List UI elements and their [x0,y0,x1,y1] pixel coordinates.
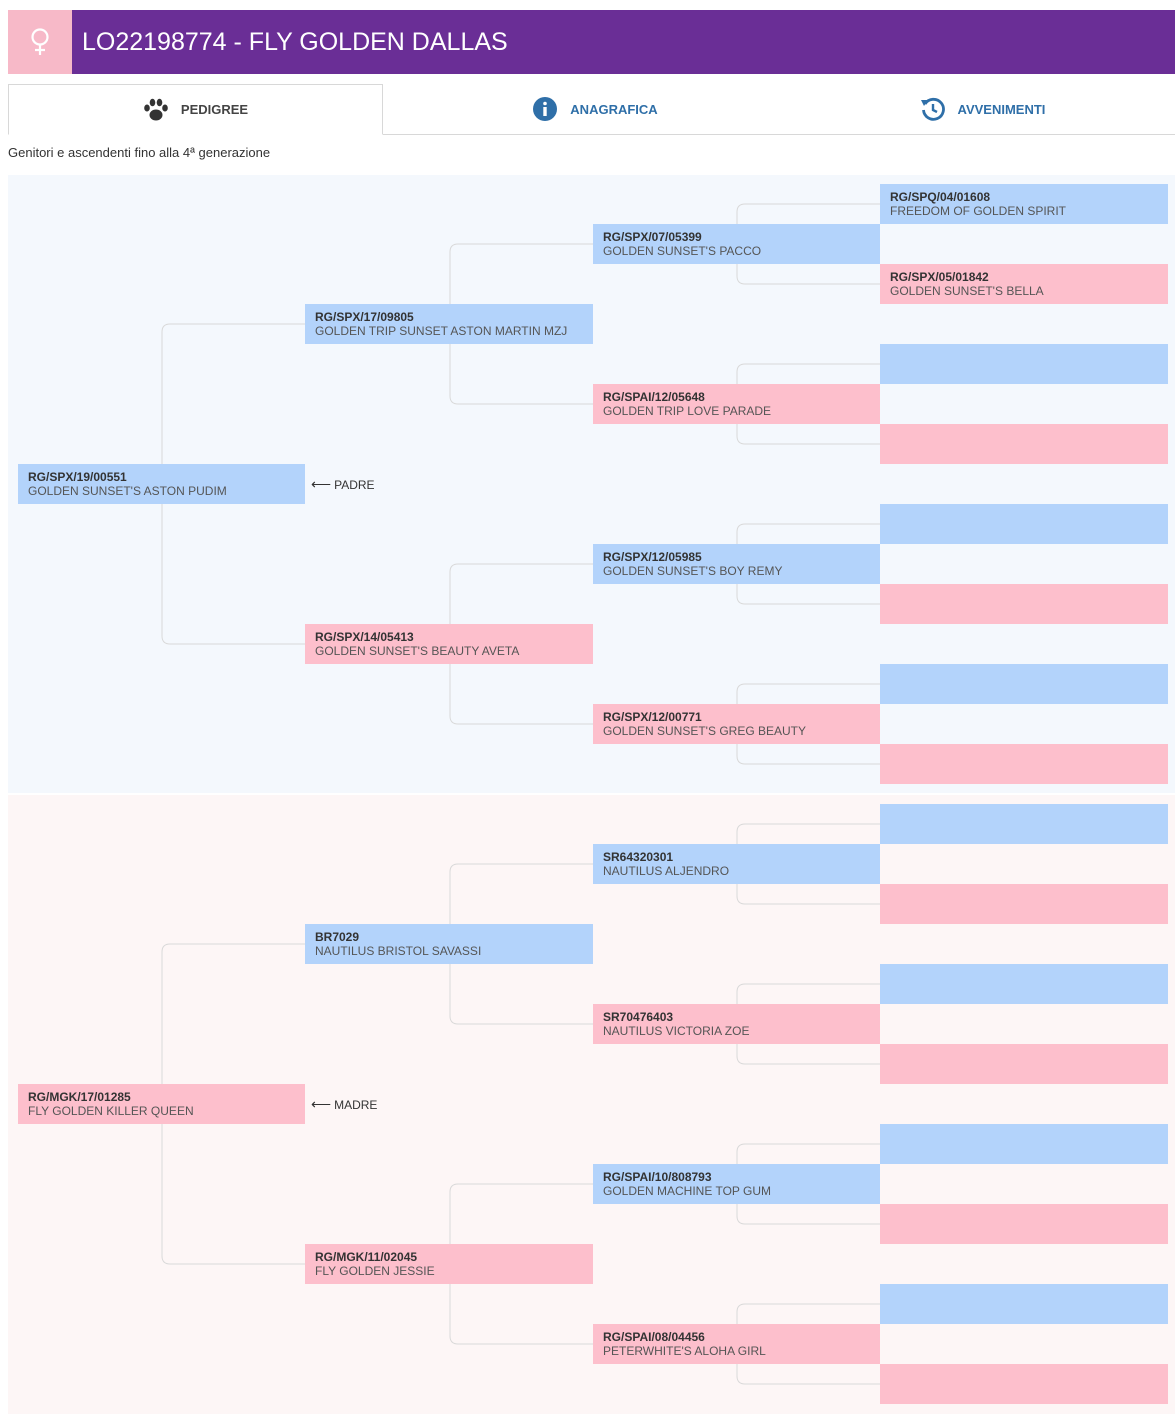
pedigree-node-mother[interactable] [18,1084,305,1124]
node-name: GOLDEN SUNSET'S BEAUTY AVETA [315,644,520,658]
pedigree-node-empty [880,424,1168,464]
node-name: GOLDEN MACHINE TOP GUM [603,1184,772,1198]
node-name: GOLDEN TRIP LOVE PARADE [603,404,772,418]
node-name: GOLDEN SUNSET'S ASTON PUDIM [28,484,227,498]
node-name: FLY GOLDEN JESSIE [315,1264,435,1278]
tab-anagrafica-label: ANAGRAFICA [570,101,658,117]
pedigree-node-ffff[interactable] [880,184,1168,224]
pedigree-node-mf[interactable] [305,924,593,964]
node-name: NAUTILUS BRISTOL SAVASSI [315,944,482,958]
pedigree-node-empty [880,744,1168,784]
node-name: NAUTILUS VICTORIA ZOE [603,1024,750,1038]
pedigree-node-empty [880,1044,1168,1084]
pedigree-node-fmf[interactable] [593,544,880,584]
node-code: RG/SPAI/12/05648 [603,390,705,404]
node-name: GOLDEN SUNSET'S GREG BEAUTY [603,724,806,738]
pedigree-node-mmm[interactable] [593,1324,880,1364]
node-code: SR70476403 [603,1010,674,1024]
node-code: RG/SPQ/04/01608 [890,190,991,204]
pedigree-node-mfm[interactable] [593,1004,880,1044]
node-code: SR64320301 [603,850,674,864]
pedigree-subtitle: Genitori e ascendenti fino alla 4ª generazione [8,145,271,160]
pedigree-node-mm[interactable] [305,1244,593,1284]
node-name: NAUTILUS ALJENDRO [603,864,730,878]
pedigree-node-fmm[interactable] [593,704,880,744]
tab-pedigree-label: PEDIGREE [180,102,249,117]
arrow-left-icon: ⟵ [311,476,332,492]
node-name: FREEDOM OF GOLDEN SPIRIT [890,204,1067,218]
pedigree-node-empty [880,344,1168,384]
pedigree-node-empty [880,1284,1168,1324]
node-code: RG/SPAI/08/04456 [603,1330,705,1344]
tab-avvenimenti-label: AVVENIMENTI [957,101,1046,117]
node-code: RG/SPX/14/05413 [315,630,414,644]
pedigree-node-empty [880,584,1168,624]
node-code: RG/SPX/19/00551 [28,470,127,484]
arrow-left-icon: ⟵ [311,1096,332,1112]
mother-role-label [311,1096,377,1113]
pedigree-node-fffm[interactable] [880,264,1168,304]
mother-label-text: MADRE [334,1097,378,1112]
father-label-text: PADRE [334,477,375,492]
pedigree-node-fm[interactable] [305,624,593,664]
pedigree-node-empty [880,664,1168,704]
pedigree-node-empty [880,804,1168,844]
node-code: RG/SPX/12/05985 [603,550,702,564]
node-name: GOLDEN SUNSET'S BELLA [890,284,1044,298]
node-name: GOLDEN TRIP SUNSET ASTON MARTIN MZJ [315,324,568,338]
pedigree-node-empty [880,1364,1168,1404]
node-name: GOLDEN SUNSET'S BOY REMY [603,564,783,578]
pedigree-node-mff[interactable] [593,844,880,884]
node-code: RG/MGK/17/01285 [28,1090,131,1104]
node-code: RG/SPAI/10/808793 [603,1170,712,1184]
page-title: LO22198774 - FLY GOLDEN DALLAS [82,28,508,56]
node-code: BR7029 [315,930,360,944]
node-code: RG/SPX/05/01842 [890,270,989,284]
node-code: RG/SPX/17/09805 [315,310,414,324]
node-code: RG/SPX/12/00771 [603,710,702,724]
pedigree-node-fff[interactable] [593,224,880,264]
node-name: GOLDEN SUNSET'S PACCO [603,244,762,258]
pedigree-node-father[interactable] [18,464,305,504]
pedigree-node-empty [880,504,1168,544]
node-code: RG/MGK/11/02045 [315,1250,418,1264]
node-name: FLY GOLDEN KILLER QUEEN [28,1104,194,1118]
pedigree-node-mmf[interactable] [593,1164,880,1204]
node-code: RG/SPX/07/05399 [603,230,702,244]
pedigree-node-empty [880,964,1168,1004]
node-name: PETERWHITE'S ALOHA GIRL [603,1344,766,1358]
father-role-label [311,476,375,493]
pedigree-node-empty [880,1204,1168,1244]
pedigree-node-empty [880,1124,1168,1164]
pedigree-node-ffm[interactable] [593,384,880,424]
pedigree-node-empty [880,884,1168,924]
pedigree-node-ff[interactable] [305,304,593,344]
